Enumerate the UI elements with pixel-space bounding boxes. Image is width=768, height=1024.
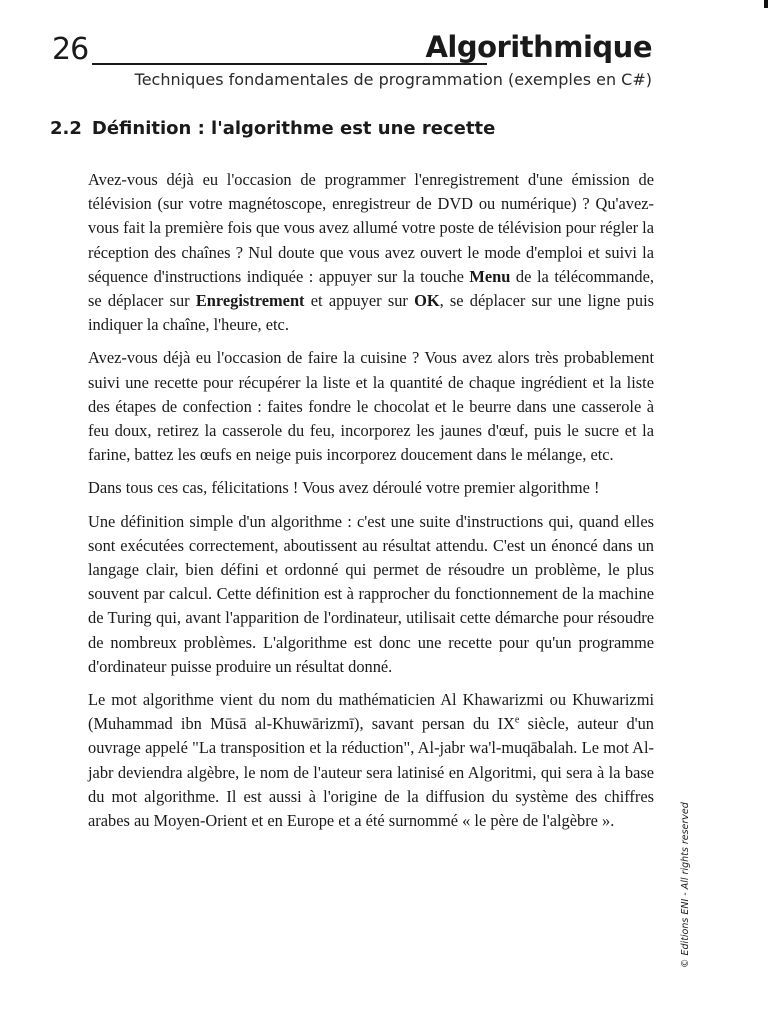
century-superscript: e [514, 714, 520, 726]
paragraph-5-part-a: Le mot algorithme vient du nom du mathématicien Al Khawarizmi ou Khuwarizmi (Muhammad ibn Mūsā al-Khuwārizmī), savant persan du IX [88, 690, 654, 734]
body-text [88, 168, 654, 842]
paragraph-1 [88, 168, 654, 337]
scan-edge-mark [764, 0, 768, 8]
paragraph-1-part-b: de la télécommande, se déplacer sur [88, 266, 654, 311]
section-heading [50, 118, 495, 139]
paragraph-1-part-d: , se déplacer sur une ligne puis indiquer la chaîne, l'heure, etc. [88, 291, 654, 335]
page-number: 26 [52, 32, 89, 67]
paragraph-1-part-c: et appuyer sur [304, 291, 415, 311]
paragraph-5 [88, 688, 654, 833]
paragraph-1-part-a: Avez-vous déjà eu l'occasion de programmer l'enregistrement d'une émission de télévision (sur votre magnétoscope, enregistreur de DVD ou numérique) ? Qu'avez-vous fait la première fois que vous avez allumé votre poste de télévision pour régler la réception des chaînes ? Nul doute que vous avez ouvert le mode d'emploi et suivi la séquence d'instructions indiquée : appuyer sur la touche [88, 170, 654, 286]
paragraph-2: Avez-vous déjà eu l'occasion de faire la cuisine ? Vous avez alors très probablement suivi une recette pour récupérer la liste et la quantité de chaque ingrédient et la liste des étapes de confection : faites fondre le chocolat et le beurre dans une casserole à feu doux, retirez la casserole du feu, incorporez les jaunes d'œuf, puis le sucre et la farine, battez les œufs en neige puis incorporez doucement dans le mélange, etc. [88, 348, 654, 465]
keyword-menu: Menu [469, 266, 511, 286]
paragraph-4: Une définition simple d'un algorithme : c'est une suite d'instructions qui, quand elles sont exécutées correctement, aboutissent au résultat attendu. C'est un énoncé dans un langage clair, bien défini et ordonné qui permet de résoudre un problème, le plus souvent par calcul. Cette définition est à rapprocher du fonctionnement de la machine de Turing qui, avant l'apparition de l'ordinateur, utilisait cette démarche pour résoudre de nombreux problèmes. L'algorithme est donc une recette pour qu'un programme d'ordinateur puisse produire un résultat donné. [88, 511, 654, 676]
section-number: 2.2 [50, 118, 82, 139]
section-title: Définition : l'algorithme est une recette [91, 118, 496, 139]
paragraph-3: Dans tous ces cas, félicitations ! Vous avez déroulé votre premier algorithme ! [88, 478, 600, 498]
page-header [52, 30, 652, 70]
paragraph-5-part-b: siècle, auteur d'un ouvrage appelé "La transposition et la réduction", Al-jabr wa'l-muqābalah. Le mot Al-jabr deviendra algèbre, le nom de l'auteur sera latinisé en Algoritmi, qui sera à la base du mot algorithme. Il est aussi à l'origine de la diffusion du système des chiffres arabes au Moyen-Orient et en Europe et a été surnommé « le père de l'algèbre ». [88, 714, 654, 831]
keyword-ok: OK [414, 291, 440, 311]
keyword-enregistrement: Enregistrement [195, 291, 305, 311]
book-title: Algorithmique [425, 30, 652, 64]
copyright-notice: © Editions ENI - All rights reserved [680, 802, 691, 968]
book-subtitle: Techniques fondamentales de programmation (exemples en C#) [134, 70, 652, 89]
